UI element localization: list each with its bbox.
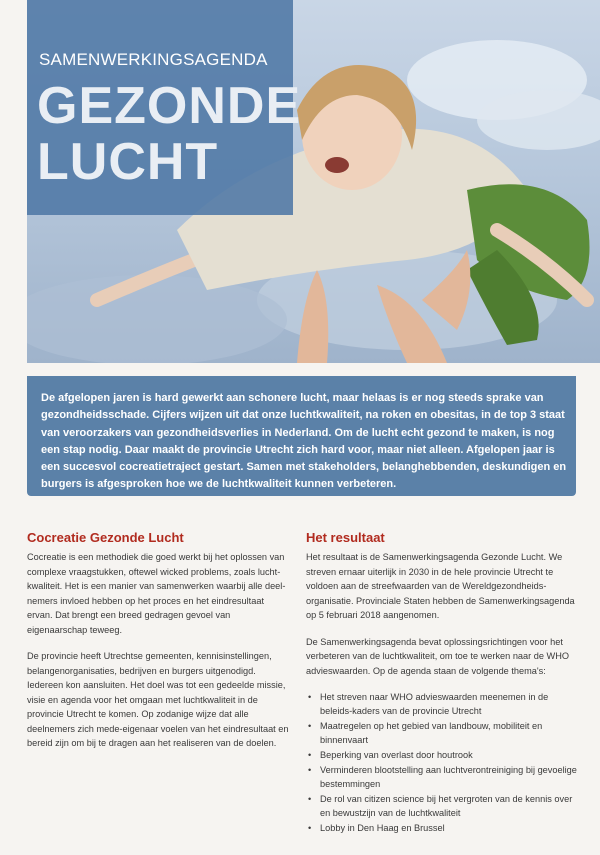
right-paragraph-2: De Samenwerkingsagenda bevat oplossingsrichtingen voor het verbeteren van de luchtkwaliteit, om toe te werken naar de WHO advieswaarden. Op de agenda staan de volgende thema's: [306,636,569,676]
title-box [27,0,302,215]
theme-list [306,690,581,835]
list-item: • Verminderen blootstelling aan luchtverontreiniging bij gevoelige bestemmingen [306,763,581,791]
list-item: • Maatregelen op het gebied van landbouw, mobiliteit en binnenvaart [306,719,581,747]
right-heading: Het resultaat [306,530,385,545]
right-paragraph-1: Het resultaat is de Samenwerkingsagenda Gezonde Lucht. We streven ernaar uiterlijk in 2030 in de hele provincie Utrecht te voldoen aan de streefwaarden van de Wereldgezondheids-organisatie. Provinciale Staten hebben de Samenwerkingsagenda op 5 februari 2018 aangenomen. [306,552,575,620]
left-column [27,530,292,763]
left-paragraph-1: Cocreatie is een methodiek die goed werkt bij het oplossen van complexe vraagstukken, oftewel wicked problems, zoals lucht-kwaliteit. Het is een manier van samenwerken waarbij alle deel-nemers invloed hebben op het proces en het eindresultaat ervan. Dat brengt een breed gedragen gevoel van eigenaarschap teweeg. [27,552,286,635]
left-paragraph-2: De provincie heeft Utrechtse gemeenten, kennisinstellingen, belangenorganisaties, bedrijven en burgers uitgenodigd. Iedereen kon aansluiten. Het doel was tot een gedeelde missie, visie en agenda voor het omgaan met luchtkwaliteit in de provincie Utrecht te komen. Op zodanige wijze dat alle deelnemers zich mede-eigenaar voelen van het eindresultaat en bereid zijn om bij te dragen aan het realiseren van de doelen. [27,651,289,748]
title-line-1: GEZONDE [37,77,302,135]
subtitle: SAMENWERKINGSAGENDA [39,50,268,69]
intro-text: De afgelopen jaren is hard gewerkt aan schonere lucht, maar helaas is er nog steeds sprake van gezondheidsschade. Cijfers wijzen uit dat onze luchtkwaliteit, na roken en obesitas, in de top 3 staat van veroorzakers van gezondheidsverlies in Nederland. Om de lucht echt gezond te maken, is nog een stap nodig. Daar maakt de provincie Utrecht zich hard voor, maar niet alleen. Afgelopen jaar is een succesvol cocreatietraject gestart. Samen met stakeholders, belanghebbenden, deskundigen en burgers is afgesproken hoe we de luchtkwaliteit kunnen verbeteren. [41,392,567,491]
intro-band [27,376,576,496]
right-column [306,530,581,836]
title-line-2: LUCHT [37,133,219,191]
list-item: • De rol van citizen science bij het vergroten van de kennis over en bewustzijn van de luchtkwaliteit [306,792,581,820]
left-heading: Cocreatie Gezonde Lucht [27,530,184,545]
list-item: • Lobby in Den Haag en Brussel [306,821,581,835]
list-item: • Het streven naar WHO advieswaarden meenemen in de beleids-kaders van de provincie Utrecht [306,690,581,718]
list-item: • Beperking van overlast door houtrook [306,748,581,762]
